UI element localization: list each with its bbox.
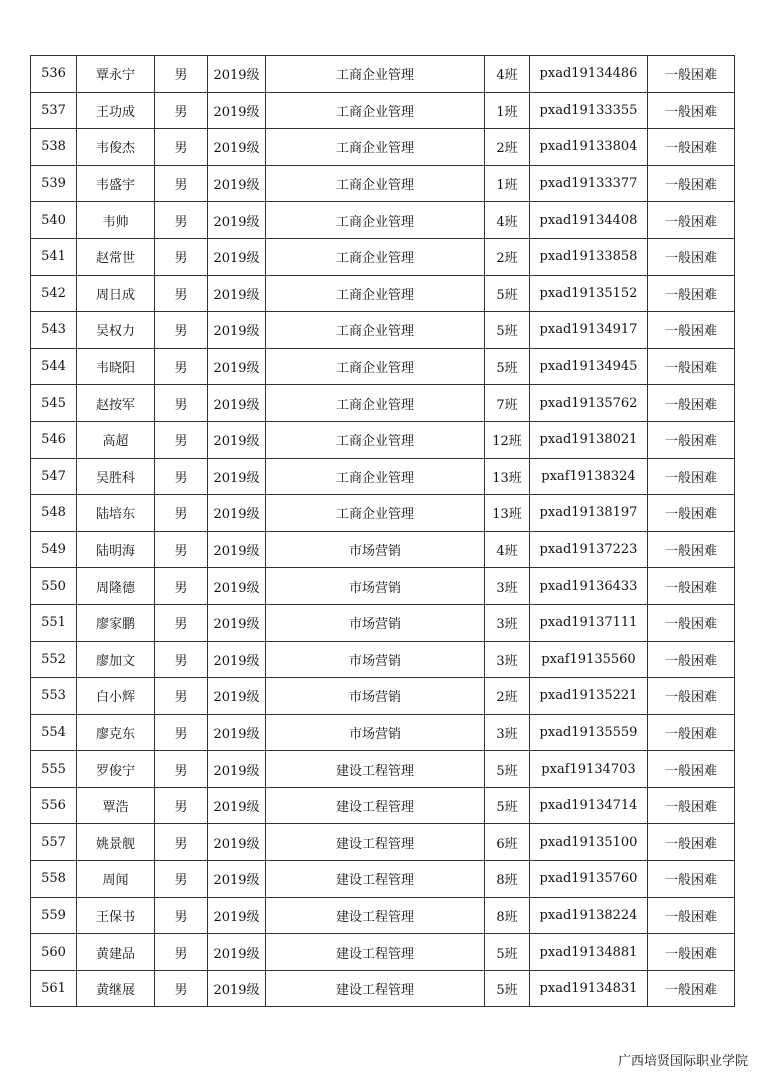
difficulty-level-cell: 一般困难 (648, 495, 735, 532)
table-row (31, 970, 735, 1007)
student-name-cell: 周闻 (77, 861, 155, 898)
row-number-cell: 541 (31, 238, 77, 275)
gender-cell: 男 (155, 970, 208, 1007)
grade-cell: 2019级 (208, 348, 266, 385)
major-cell: 建设工程管理 (266, 861, 485, 898)
student-id-cell: pxad19134408 (530, 202, 648, 239)
student-name-cell: 陆培东 (77, 495, 155, 532)
difficulty-level-cell: 一般困难 (648, 458, 735, 495)
table-row (31, 934, 735, 971)
table-row (31, 238, 735, 275)
major-cell: 工商企业管理 (266, 385, 485, 422)
gender-cell: 男 (155, 641, 208, 678)
gender-cell: 男 (155, 824, 208, 861)
grade-cell: 2019级 (208, 202, 266, 239)
class-cell: 5班 (485, 348, 530, 385)
class-cell: 2班 (485, 678, 530, 715)
difficulty-level-cell: 一般困难 (648, 275, 735, 312)
difficulty-level-cell: 一般困难 (648, 385, 735, 422)
row-number-cell: 551 (31, 604, 77, 641)
class-cell: 2班 (485, 238, 530, 275)
major-cell: 市场营销 (266, 531, 485, 568)
student-name-cell: 韦盛宇 (77, 165, 155, 202)
table-row (31, 641, 735, 678)
table-row (31, 275, 735, 312)
difficulty-level-cell: 一般困难 (648, 897, 735, 934)
grade-cell: 2019级 (208, 934, 266, 971)
student-name-cell: 陆明海 (77, 531, 155, 568)
table-row (31, 824, 735, 861)
student-id-cell: pxad19138224 (530, 897, 648, 934)
row-number-cell: 536 (31, 56, 77, 93)
student-name-cell: 韦俊杰 (77, 129, 155, 166)
table-row (31, 861, 735, 898)
gender-cell: 男 (155, 714, 208, 751)
class-cell: 4班 (485, 202, 530, 239)
student-name-cell: 吴胜科 (77, 458, 155, 495)
row-number-cell: 542 (31, 275, 77, 312)
major-cell: 工商企业管理 (266, 495, 485, 532)
grade-cell: 2019级 (208, 92, 266, 129)
student-name-cell: 廖克东 (77, 714, 155, 751)
difficulty-level-cell: 一般困难 (648, 92, 735, 129)
gender-cell: 男 (155, 751, 208, 788)
table-row (31, 312, 735, 349)
student-id-cell: pxad19137223 (530, 531, 648, 568)
student-id-cell: pxad19134831 (530, 970, 648, 1007)
table-row (31, 56, 735, 93)
row-number-cell: 539 (31, 165, 77, 202)
student-id-cell: pxad19136433 (530, 568, 648, 605)
student-name-cell: 王功成 (77, 92, 155, 129)
row-number-cell: 547 (31, 458, 77, 495)
class-cell: 5班 (485, 787, 530, 824)
row-number-cell: 555 (31, 751, 77, 788)
grade-cell: 2019级 (208, 824, 266, 861)
gender-cell: 男 (155, 678, 208, 715)
student-name-cell: 王保书 (77, 897, 155, 934)
class-cell: 13班 (485, 458, 530, 495)
student-id-cell: pxad19133858 (530, 238, 648, 275)
table-row (31, 714, 735, 751)
major-cell: 工商企业管理 (266, 312, 485, 349)
grade-cell: 2019级 (208, 458, 266, 495)
grade-cell: 2019级 (208, 312, 266, 349)
grade-cell: 2019级 (208, 495, 266, 532)
student-id-cell: pxaf19138324 (530, 458, 648, 495)
major-cell: 工商企业管理 (266, 92, 485, 129)
grade-cell: 2019级 (208, 165, 266, 202)
row-number-cell: 558 (31, 861, 77, 898)
grade-cell: 2019级 (208, 531, 266, 568)
student-id-cell: pxad19133804 (530, 129, 648, 166)
gender-cell: 男 (155, 861, 208, 898)
student-id-cell: pxad19133355 (530, 92, 648, 129)
gender-cell: 男 (155, 531, 208, 568)
row-number-cell: 544 (31, 348, 77, 385)
student-roster-table (30, 55, 735, 1007)
difficulty-level-cell: 一般困难 (648, 751, 735, 788)
grade-cell: 2019级 (208, 385, 266, 422)
row-number-cell: 549 (31, 531, 77, 568)
gender-cell: 男 (155, 604, 208, 641)
row-number-cell: 561 (31, 970, 77, 1007)
major-cell: 工商企业管理 (266, 238, 485, 275)
student-id-cell: pxaf19135560 (530, 641, 648, 678)
class-cell: 3班 (485, 641, 530, 678)
table-row (31, 678, 735, 715)
class-cell: 3班 (485, 568, 530, 605)
gender-cell: 男 (155, 238, 208, 275)
table-row (31, 92, 735, 129)
student-name-cell: 周日成 (77, 275, 155, 312)
major-cell: 工商企业管理 (266, 56, 485, 93)
class-cell: 5班 (485, 312, 530, 349)
table-row (31, 348, 735, 385)
student-name-cell: 周隆德 (77, 568, 155, 605)
student-name-cell: 姚景舰 (77, 824, 155, 861)
row-number-cell: 537 (31, 92, 77, 129)
gender-cell: 男 (155, 495, 208, 532)
row-number-cell: 560 (31, 934, 77, 971)
student-name-cell: 赵按军 (77, 385, 155, 422)
table-row (31, 568, 735, 605)
major-cell: 市场营销 (266, 641, 485, 678)
gender-cell: 男 (155, 934, 208, 971)
gender-cell: 男 (155, 787, 208, 824)
class-cell: 5班 (485, 934, 530, 971)
student-id-cell: pxad19135152 (530, 275, 648, 312)
major-cell: 工商企业管理 (266, 165, 485, 202)
major-cell: 建设工程管理 (266, 897, 485, 934)
student-name-cell: 赵常世 (77, 238, 155, 275)
gender-cell: 男 (155, 165, 208, 202)
major-cell: 工商企业管理 (266, 202, 485, 239)
student-id-cell: pxad19134714 (530, 787, 648, 824)
major-cell: 建设工程管理 (266, 970, 485, 1007)
major-cell: 建设工程管理 (266, 787, 485, 824)
difficulty-level-cell: 一般困难 (648, 934, 735, 971)
gender-cell: 男 (155, 348, 208, 385)
major-cell: 工商企业管理 (266, 458, 485, 495)
gender-cell: 男 (155, 56, 208, 93)
student-name-cell: 高超 (77, 421, 155, 458)
difficulty-level-cell: 一般困难 (648, 238, 735, 275)
row-number-cell: 545 (31, 385, 77, 422)
student-name-cell: 廖家鹏 (77, 604, 155, 641)
gender-cell: 男 (155, 458, 208, 495)
student-id-cell: pxad19133377 (530, 165, 648, 202)
student-id-cell: pxad19138197 (530, 495, 648, 532)
table-row (31, 202, 735, 239)
grade-cell: 2019级 (208, 861, 266, 898)
major-cell: 市场营销 (266, 714, 485, 751)
grade-cell: 2019级 (208, 275, 266, 312)
major-cell: 市场营销 (266, 568, 485, 605)
class-cell: 5班 (485, 275, 530, 312)
student-id-cell: pxad19134881 (530, 934, 648, 971)
grade-cell: 2019级 (208, 56, 266, 93)
student-name-cell: 黄建品 (77, 934, 155, 971)
difficulty-level-cell: 一般困难 (648, 129, 735, 166)
student-name-cell: 韦帅 (77, 202, 155, 239)
institution-name: 广西培贤国际职业学院 (617, 1054, 748, 1069)
class-cell: 8班 (485, 861, 530, 898)
table-row (31, 897, 735, 934)
gender-cell: 男 (155, 312, 208, 349)
student-name-cell: 覃浩 (77, 787, 155, 824)
student-name-cell: 白小辉 (77, 678, 155, 715)
student-id-cell: pxad19135559 (530, 714, 648, 751)
difficulty-level-cell: 一般困难 (648, 970, 735, 1007)
row-number-cell: 553 (31, 678, 77, 715)
class-cell: 7班 (485, 385, 530, 422)
student-id-cell: pxad19135760 (530, 861, 648, 898)
major-cell: 工商企业管理 (266, 275, 485, 312)
student-id-cell: pxad19134917 (530, 312, 648, 349)
difficulty-level-cell: 一般困难 (648, 165, 735, 202)
class-cell: 4班 (485, 56, 530, 93)
grade-cell: 2019级 (208, 641, 266, 678)
difficulty-level-cell: 一般困难 (648, 202, 735, 239)
row-number-cell: 538 (31, 129, 77, 166)
class-cell: 1班 (485, 165, 530, 202)
row-number-cell: 540 (31, 202, 77, 239)
major-cell: 工商企业管理 (266, 129, 485, 166)
class-cell: 2班 (485, 129, 530, 166)
gender-cell: 男 (155, 129, 208, 166)
student-id-cell: pxad19134486 (530, 56, 648, 93)
table-row (31, 165, 735, 202)
grade-cell: 2019级 (208, 421, 266, 458)
table-row (31, 604, 735, 641)
class-cell: 3班 (485, 604, 530, 641)
major-cell: 建设工程管理 (266, 751, 485, 788)
row-number-cell: 556 (31, 787, 77, 824)
student-name-cell: 覃永宁 (77, 56, 155, 93)
difficulty-level-cell: 一般困难 (648, 714, 735, 751)
major-cell: 建设工程管理 (266, 824, 485, 861)
row-number-cell: 543 (31, 312, 77, 349)
difficulty-level-cell: 一般困难 (648, 641, 735, 678)
row-number-cell: 557 (31, 824, 77, 861)
difficulty-level-cell: 一般困难 (648, 531, 735, 568)
student-name-cell: 韦晓阳 (77, 348, 155, 385)
gender-cell: 男 (155, 421, 208, 458)
table-row (31, 458, 735, 495)
class-cell: 12班 (485, 421, 530, 458)
grade-cell: 2019级 (208, 787, 266, 824)
class-cell: 6班 (485, 824, 530, 861)
student-id-cell: pxad19134945 (530, 348, 648, 385)
gender-cell: 男 (155, 568, 208, 605)
major-cell: 建设工程管理 (266, 934, 485, 971)
gender-cell: 男 (155, 92, 208, 129)
row-number-cell: 559 (31, 897, 77, 934)
difficulty-level-cell: 一般困难 (648, 787, 735, 824)
table-row (31, 531, 735, 568)
difficulty-level-cell: 一般困难 (648, 824, 735, 861)
table-row (31, 495, 735, 532)
student-id-cell: pxad19135762 (530, 385, 648, 422)
gender-cell: 男 (155, 385, 208, 422)
grade-cell: 2019级 (208, 678, 266, 715)
grade-cell: 2019级 (208, 604, 266, 641)
gender-cell: 男 (155, 275, 208, 312)
student-id-cell: pxad19135221 (530, 678, 648, 715)
table-row (31, 787, 735, 824)
class-cell: 3班 (485, 714, 530, 751)
grade-cell: 2019级 (208, 714, 266, 751)
class-cell: 4班 (485, 531, 530, 568)
class-cell: 13班 (485, 495, 530, 532)
class-cell: 8班 (485, 897, 530, 934)
student-name-cell: 廖加文 (77, 641, 155, 678)
difficulty-level-cell: 一般困难 (648, 861, 735, 898)
grade-cell: 2019级 (208, 129, 266, 166)
student-id-cell: pxad19135100 (530, 824, 648, 861)
major-cell: 市场营销 (266, 604, 485, 641)
student-name-cell: 吴权力 (77, 312, 155, 349)
difficulty-level-cell: 一般困难 (648, 312, 735, 349)
grade-cell: 2019级 (208, 238, 266, 275)
student-id-cell: pxaf19134703 (530, 751, 648, 788)
row-number-cell: 550 (31, 568, 77, 605)
difficulty-level-cell: 一般困难 (648, 678, 735, 715)
grade-cell: 2019级 (208, 751, 266, 788)
difficulty-level-cell: 一般困难 (648, 56, 735, 93)
table-row (31, 129, 735, 166)
grade-cell: 2019级 (208, 970, 266, 1007)
difficulty-level-cell: 一般困难 (648, 604, 735, 641)
student-id-cell: pxad19138021 (530, 421, 648, 458)
major-cell: 工商企业管理 (266, 421, 485, 458)
gender-cell: 男 (155, 202, 208, 239)
student-name-cell: 黄继展 (77, 970, 155, 1007)
major-cell: 工商企业管理 (266, 348, 485, 385)
row-number-cell: 546 (31, 421, 77, 458)
difficulty-level-cell: 一般困难 (648, 348, 735, 385)
student-id-cell: pxad19137111 (530, 604, 648, 641)
grade-cell: 2019级 (208, 897, 266, 934)
row-number-cell: 552 (31, 641, 77, 678)
table-body (31, 56, 735, 1007)
table-row (31, 751, 735, 788)
class-cell: 1班 (485, 92, 530, 129)
gender-cell: 男 (155, 897, 208, 934)
major-cell: 市场营销 (266, 678, 485, 715)
student-name-cell: 罗俊宁 (77, 751, 155, 788)
grade-cell: 2019级 (208, 568, 266, 605)
row-number-cell: 548 (31, 495, 77, 532)
table-row (31, 385, 735, 422)
class-cell: 5班 (485, 751, 530, 788)
table-row (31, 421, 735, 458)
row-number-cell: 554 (31, 714, 77, 751)
difficulty-level-cell: 一般困难 (648, 568, 735, 605)
class-cell: 5班 (485, 970, 530, 1007)
difficulty-level-cell: 一般困难 (648, 421, 735, 458)
